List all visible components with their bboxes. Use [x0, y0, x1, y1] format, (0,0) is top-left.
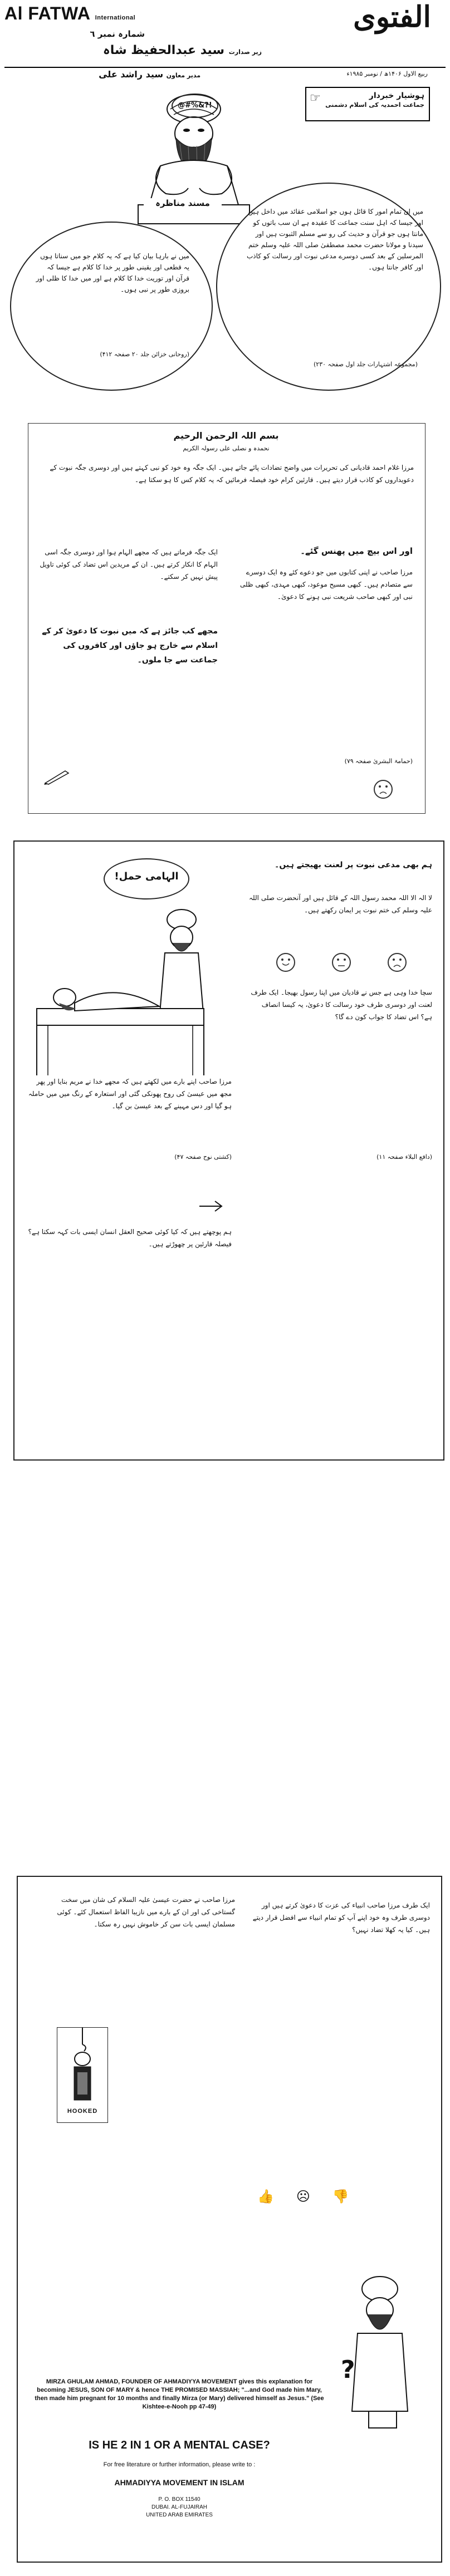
literature-note: For free literature or further information, please write to :: [103, 2461, 256, 2468]
thumb-up-icon: 👍: [257, 2189, 296, 2204]
hooked-figure-icon: [57, 2028, 107, 2106]
panel3-left-text: مرزا صاحب اپنے بارے میں لکھتے ہیں کہ مجھے خدا نے مریم بنایا اور پھر مجھ میں عیسیٰ کی روح پھونکی گئی اور استعارہ کے رنگ میں میں حاملہ ہو گیا اور دس مہینے کے بعد عیسیٰ بن گیا۔: [28, 1078, 232, 1110]
panel-3: [13, 840, 444, 1461]
hand-pointer-icon: ☞: [310, 91, 321, 105]
panel-2: [28, 423, 425, 814]
gesture-icons: [257, 2189, 424, 2204]
left-bubble-ref: (روحانی خزائن جلد ۲۰ صفحہ ۴۱۲): [100, 351, 189, 358]
assistant-label: مدیر معاون: [166, 72, 200, 79]
address-line-2: DUBAI. AL-FUJAIRAH: [151, 2504, 208, 2510]
speech-bubble-hamal: [104, 858, 189, 899]
panel3-left-ref: (کشتی نوح صفحہ ۴۷): [174, 1153, 232, 1161]
date-line: ربیع الاول ۱۴۰۶ھ / نومبر ۱۹۸۵ء: [346, 70, 428, 77]
address-line-3: UNITED ARAB EMIRATES: [146, 2512, 213, 2518]
assistant-name: سید راشد علی: [99, 69, 164, 80]
left-column-text: ایک جگہ فرماتے ہیں کہ مجھے الہام ہوا اور دوسری جگہ اسی الہام کا انکار کرتے ہیں۔ ان کے مریدین اس تضاد کی کوئی تاویل پیش نہیں کر سکتے۔: [40, 548, 218, 581]
warning-badge: [305, 87, 430, 121]
bubble-hamal-text: الہامی حمل!: [114, 871, 179, 882]
panel3-bottom-left: ہم پوچھتے ہیں کہ کیا کوئی صحیح العقل انسان ایسی بات کہہ سکتا ہے؟ فیصلہ قارئین پر چھوڑتے ہیں۔: [28, 1228, 232, 1248]
hooked-label: HOOKED: [67, 2108, 98, 2115]
neutral-face-icon: [332, 953, 351, 972]
arrow-sketch-icon: [198, 1198, 226, 1215]
symbols-bubble: [172, 94, 218, 118]
happy-face-icon: [276, 953, 295, 972]
panel3-right-text2: سچا خدا وہی ہے جس نے قادیان میں اپنا رسول بھیجا۔ ایک طرف لعنت اور دوسری طرف خود رسالت کا دعویٰ، یہ کیسا انصاف ہے؟ اس تضاد کا جواب کون دے گا؟: [251, 989, 432, 1021]
badge-sub: جماعت احمدیہ کی اسلام دشمنی: [325, 101, 424, 109]
assistant-line: [33, 69, 200, 80]
address-line-1: P. O. BOX 11540: [158, 2496, 200, 2503]
sad-face-icon: [374, 780, 393, 799]
panel3-right-text: لا الہ الا اللہ محمد رسول اللہ کے قائل ہیں اور آنحضرت صلی اللہ علیہ وسلم کی ختم نبوت پر ایمان رکھتے ہیں۔: [249, 894, 432, 914]
left-speech-bubble: [10, 222, 213, 391]
symbols-text: @#%&?!: [178, 101, 212, 110]
bismillah: بسم اللہ الرحمن الرحیم: [173, 430, 279, 441]
panel3-right-ref: (دافع البلاء صفحہ ۱۱): [376, 1153, 432, 1161]
right-column-heading: اور اس بیچ میں پھنس گئے۔: [300, 546, 413, 556]
cartoon-caption: مسند مناظرہ: [144, 198, 222, 208]
hooked-illustration: [57, 2027, 108, 2123]
right-speech-bubble: [216, 183, 441, 391]
editor-line: [28, 43, 262, 57]
editor-name: سید عبدالحفیظ شاہ: [102, 43, 225, 57]
panel2-ref: (حمامۃ البشریٰ صفحہ ۷۹): [344, 758, 413, 765]
panel3-right-heading: ہم بھی مدعی نبوت پر لعنت بھیجتے ہیں۔: [275, 861, 432, 869]
panel-1: [4, 82, 446, 394]
hospital-cartoon-illustration: [26, 897, 237, 1087]
right-bubble-ref: (مجموعہ اشتہارات جلد اول صفحہ ۲۳۰): [314, 361, 418, 368]
issue-number: شمارہ نمبر ٦: [90, 29, 145, 39]
sad-face-icon: ☹: [296, 2189, 332, 2204]
left-bubble-text: میں نے بارہا بیان کیا ہے کہ یہ کلام جو میں سناتا ہوں یہ قطعی اور یقینی طور پر خدا کا کلام ہے جیسا کہ قرآن اور توریت خدا کا کلام ہے اور میں خدا کا ظلی اور بروزی طور پر نبی ہوں۔: [36, 252, 189, 293]
bearded-figure-illustration: [330, 2267, 430, 2434]
svg-text:?: ?: [341, 2356, 355, 2384]
panel-4: [17, 1876, 442, 2563]
panel4-left-text: مرزا صاحب نے حضرت عیسیٰ علیہ السلام کی شان میں سخت گستاخی کی اور ان کے بارے میں نازیبا الفاظ استعمال کئے۔ کوئی مسلمان ایسی بات سن کر خاموش نہیں رہ سکتا۔: [57, 1896, 235, 1928]
pen-icon: [43, 769, 71, 785]
question-headline: IS HE 2 IN 1 OR A MENTAL CASE?: [89, 2439, 270, 2451]
caption-en: MIRZA GHULAM AHMAD, FOUNDER OF AHMADIYYA MOVEMENT gives this explanation for becoming JESUS, SON OF MARY & hence THE PROMISED MASSIAH; "...and God made him Mary, then made him pregnant for 10 months and finally Mirza (or Mary) delivered himself as Jesus." (See Kishtee-e-Nooh pp 47-49): [35, 2378, 324, 2410]
editor-label: زیر صدارت: [228, 48, 262, 56]
sad-face-icon: [388, 953, 407, 972]
quote-text: مجھے کب جائز ہے کہ میں نبوت کا دعویٰ کر کے اسلام سے خارج ہو جاؤں اور کافروں کی جماعت سے جا ملوں۔: [42, 627, 218, 665]
org-name: AHMADIYYA MOVEMENT IN ISLAM: [114, 2478, 244, 2487]
panel4-right-text: ایک طرف مرزا صاحب انبیاء کی عزت کا دعویٰ کرتے ہیں اور دوسری طرف وہ خود اپنے آپ کو تمام انبیاء سے افضل قرار دیتے ہیں۔ کیا یہ کھلا تضاد نہیں؟: [252, 1901, 430, 1934]
badge-title: ہوشیار خبردار: [369, 91, 424, 100]
intro-text: مرزا غلام احمد قادیانی کی تحریرات میں واضح تضادات پائے جاتے ہیں۔ ایک جگہ وہ خود کو نبی کہتے ہیں اور دوسری جگہ نبوت کے دعویداروں کو کاذب قرار دیتے ہیں۔ قارئین کرام خود فیصلہ فرمائیں کہ یہ کلام کس کا ہو سکتا ہے۔: [50, 464, 414, 484]
masthead-title-en: [4, 3, 135, 24]
masthead-title-ur: الفتوی: [353, 0, 431, 34]
title-en-sub: International: [95, 14, 136, 21]
thumb-down-icon: 👎: [332, 2189, 371, 2204]
masthead-rule: [4, 67, 446, 68]
right-bubble-text: میں ان تمام امور کا قائل ہوں جو اسلامی عقائد میں داخل ہیں اور جیسا کہ اہل سنت جماعت کا عقیدہ ہے ان سب باتوں کو مانتا ہوں جو قرآن و حدیث کی رو سے مسلم الثبوت ہیں اور سیدنا و مولانا حضرت محمد مصطفیٰ صلی اللہ علیہ وسلم ختم المرسلین کے بعد کسی دوسرے مدعی نبوت اور رسالت کو کاذب اور کافر جانتا ہوں۔: [246, 208, 423, 271]
salutation: نحمدہ و نصلی علی رسولہ الکریم: [183, 445, 270, 452]
title-en: Al FATWA: [4, 3, 90, 23]
right-column-text: مرزا صاحب نے اپنی کتابوں میں جو دعوے کئے وہ ایک دوسرے سے متصادم ہیں۔ کبھی مسیح موعود، کبھی مہدی، کبھی ظلی نبی اور کبھی صاحب شریعت نبی ہونے کا دعویٰ۔: [240, 568, 413, 601]
address-block: [35, 2496, 324, 2519]
